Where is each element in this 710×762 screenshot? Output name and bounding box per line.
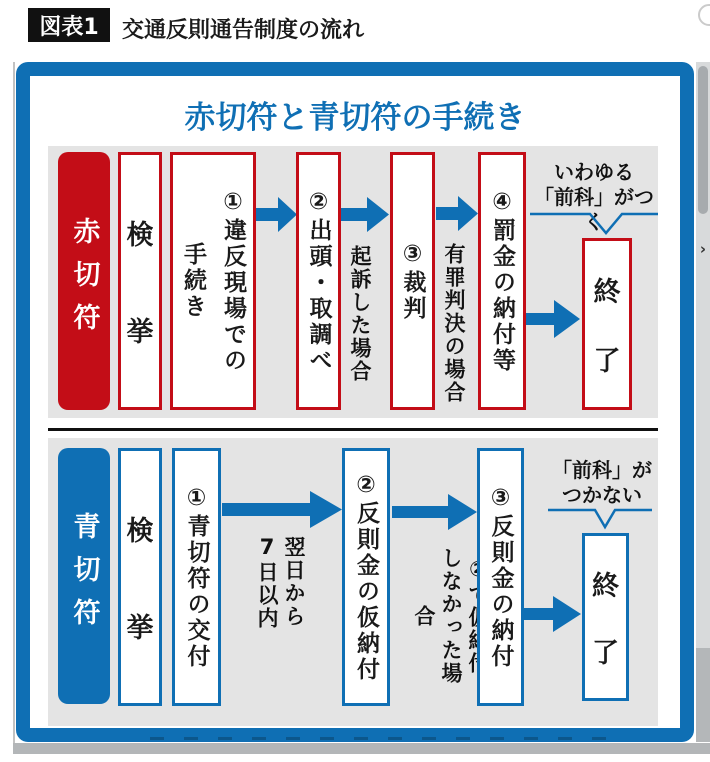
figure-title: 交通反則通告制度の流れ	[122, 18, 365, 43]
diagram-title: 赤切符と青切符の手続き	[184, 100, 526, 136]
red-end-box	[582, 238, 632, 410]
page-left-border	[13, 62, 15, 754]
blue-step1-box	[172, 448, 221, 706]
red-step3-text: ③裁判	[399, 240, 426, 322]
blue-deadline-col1: 翌日から	[282, 536, 306, 628]
red-step4-text: ④罰金の納付等	[489, 188, 515, 374]
red-step4-box	[478, 152, 526, 410]
red-note-line2: 「前科」がつく	[534, 185, 654, 234]
red-kenkyo-char2: 挙	[126, 317, 154, 348]
blue-case-col2: しなかった場合	[412, 547, 463, 685]
figure-tag: 図表1	[28, 8, 110, 42]
red-case1-label	[346, 238, 380, 390]
red-note-line1: いわゆる	[554, 160, 634, 184]
red-case2-label	[440, 238, 474, 408]
scrollbar-lower-shade	[696, 648, 710, 742]
blue-case-label	[410, 536, 466, 696]
blue-step3-box	[477, 448, 524, 706]
red-step1-box	[170, 152, 256, 410]
blue-note-line1: 「前科」が	[552, 458, 652, 482]
blue-deadline-col2: 7日以内	[255, 534, 279, 630]
red-step2-box	[296, 152, 341, 410]
page-edge-strip	[13, 743, 710, 754]
arrow-right-icon	[256, 197, 297, 232]
red-row-label	[58, 152, 110, 410]
chevron-right-icon[interactable]: ›	[699, 240, 707, 258]
arrow-right-icon	[222, 491, 342, 528]
red-step1-col1: ①違反現場での	[220, 188, 246, 374]
blue-step3-text: ③反則金の納付	[487, 484, 514, 670]
blue-kenkyo-char2: 挙	[126, 613, 154, 644]
arrow-right-icon	[392, 494, 477, 530]
arrow-right-icon	[436, 196, 478, 231]
red-step3-box	[390, 152, 435, 410]
blue-step2-box	[342, 448, 390, 706]
arrow-right-icon	[341, 197, 389, 232]
blue-end-box	[582, 533, 629, 701]
blue-note-line2: つかない	[562, 483, 642, 507]
red-row-label-text: 赤切符	[68, 216, 100, 346]
red-step2-text: ②出頭・取調べ	[305, 188, 332, 374]
scrollbar-thumb[interactable]	[698, 66, 708, 214]
red-case2-text: 有罪判決の場合	[442, 242, 466, 404]
blue-step2-text: ②反則金の仮納付	[353, 471, 379, 683]
arrow-right-icon	[526, 300, 580, 338]
blue-row-label-text: 青切符	[68, 511, 100, 641]
pointer-bracket	[548, 508, 652, 530]
blue-note	[540, 458, 664, 508]
cropped-text-artifact	[150, 737, 610, 740]
blue-row-label	[58, 448, 110, 704]
blue-kenkyo-box	[118, 448, 162, 706]
red-kenkyo-box	[118, 152, 162, 410]
arrow-right-icon	[523, 596, 581, 632]
red-case1-text: 起訴した場合	[348, 245, 372, 383]
red-kenkyo-char1: 検	[126, 220, 154, 251]
blue-end-char1: 終	[592, 571, 619, 602]
blue-deadline-label	[253, 530, 311, 634]
cropped-circle-icon	[698, 4, 710, 26]
pointer-bracket	[530, 212, 658, 236]
red-end-char1: 終	[593, 277, 621, 309]
red-end-char2: 了	[593, 345, 621, 377]
blue-step1-text: ①青切符の交付	[183, 484, 210, 670]
blue-kenkyo-char1: 検	[126, 516, 154, 547]
blue-end-char2: 了	[592, 638, 619, 669]
section-divider	[48, 428, 658, 431]
red-step1-col2: 手続き	[180, 242, 206, 320]
